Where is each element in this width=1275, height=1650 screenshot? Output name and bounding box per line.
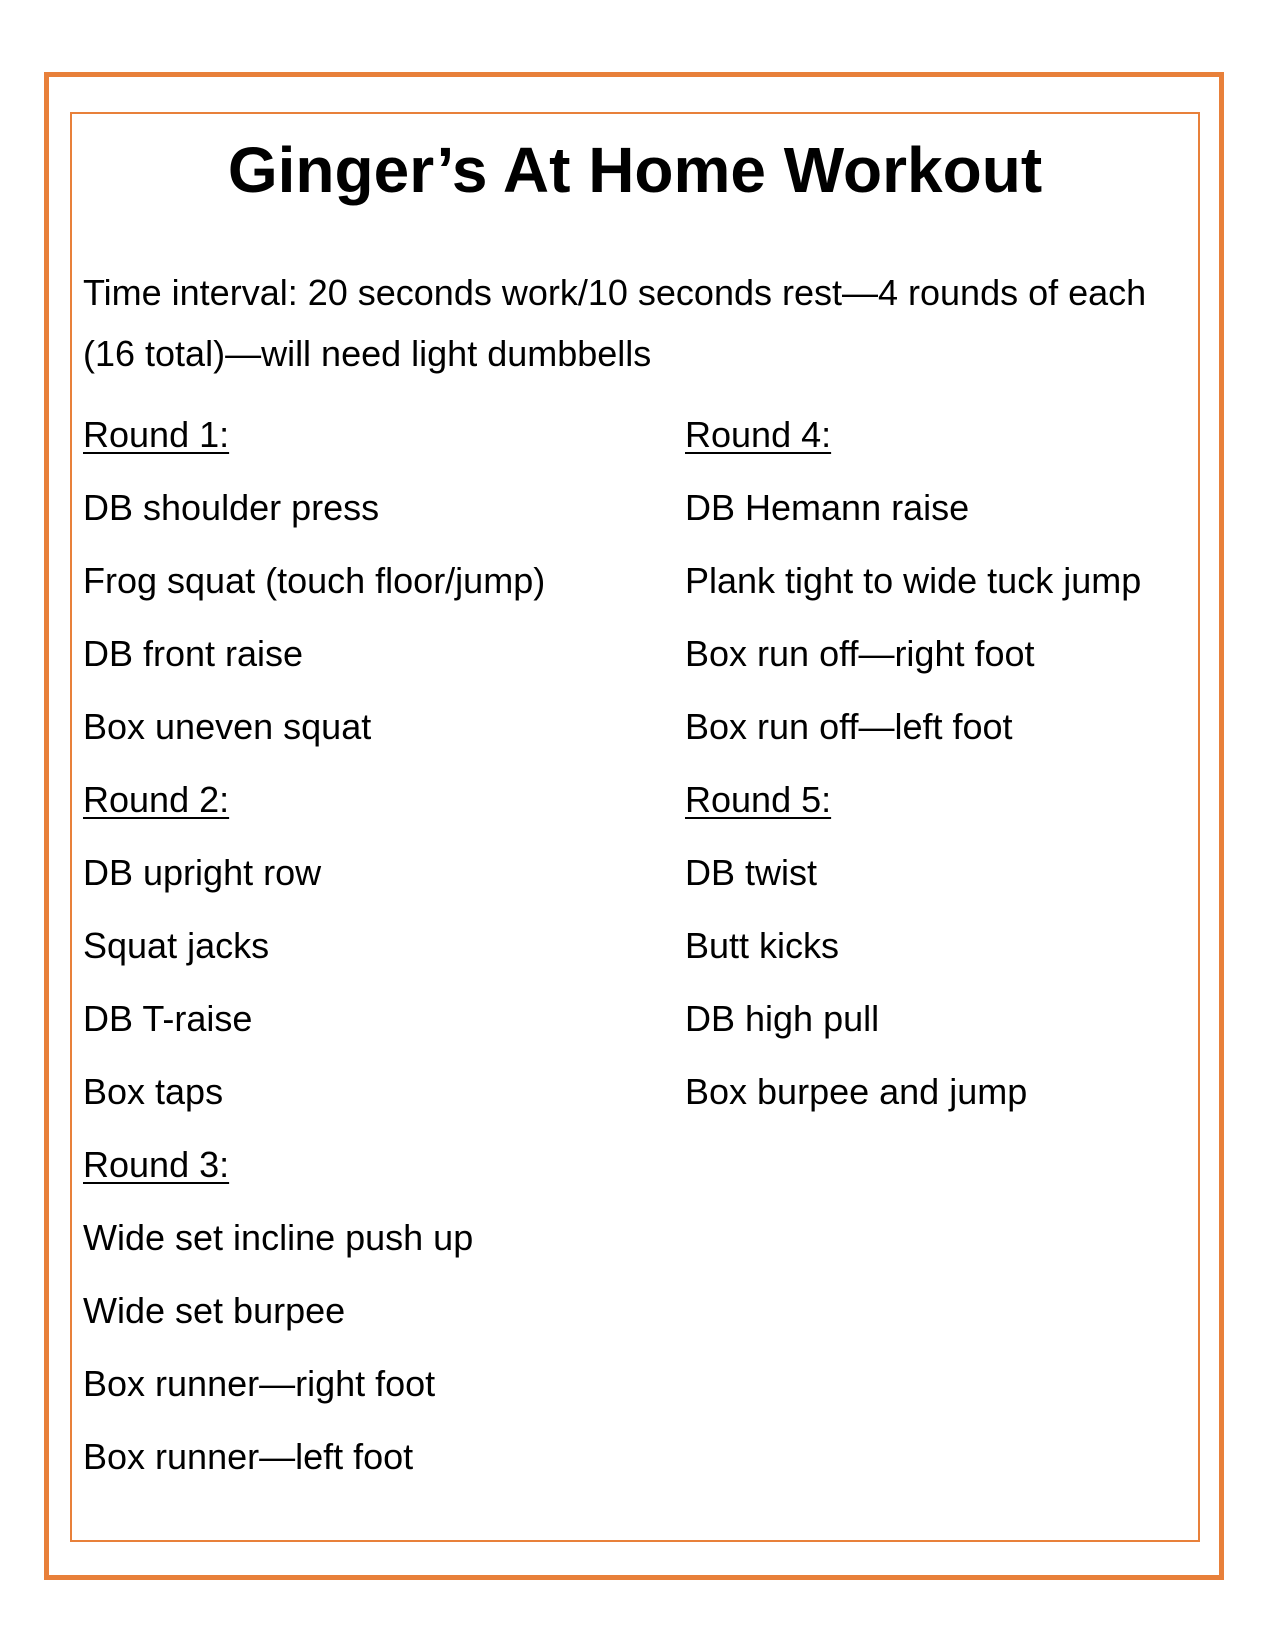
exercise-item: Frog squat (touch floor/jump): [83, 560, 546, 601]
exercise-item: Box run off—left foot: [685, 706, 1013, 747]
exercise-item: Wide set incline push up: [83, 1217, 474, 1258]
exercise-item: Squat jacks: [83, 925, 270, 966]
exercise-item: Plank tight to wide tuck jump: [685, 560, 1142, 601]
round-1: [83, 398, 545, 763]
round-3: [83, 1128, 545, 1493]
exercise-item: DB upright row: [83, 852, 322, 893]
exercise-item: Box run off—right foot: [685, 633, 1035, 674]
exercise-item: DB front raise: [83, 633, 304, 674]
exercise-item: Wide set burpee: [83, 1290, 346, 1331]
exercise-item: Box uneven squat: [83, 706, 372, 747]
right-column: [685, 398, 1141, 1128]
round-heading: Round 1:: [83, 414, 230, 455]
round-heading: Round 3:: [83, 1144, 230, 1185]
exercise-item: Box runner—left foot: [83, 1436, 414, 1477]
exercise-item: Box burpee and jump: [685, 1071, 1028, 1112]
exercise-item: Butt kicks: [685, 925, 840, 966]
round-2: [83, 763, 545, 1128]
round-4: [685, 398, 1141, 763]
exercise-list: [685, 836, 1141, 1128]
exercise-item: DB T-raise: [83, 998, 253, 1039]
round-5: [685, 763, 1141, 1128]
exercise-item: DB high pull: [685, 998, 880, 1039]
page-title: Ginger’s At Home Workout: [227, 134, 1043, 206]
exercise-list: [685, 471, 1141, 763]
round-heading: Round 4:: [685, 414, 832, 455]
exercise-item: Box taps: [83, 1071, 224, 1112]
round-heading: Round 5:: [685, 779, 832, 820]
exercise-item: Box runner—right foot: [83, 1363, 436, 1404]
left-column: [83, 398, 545, 1493]
exercise-list: [83, 1201, 545, 1493]
exercise-list: [83, 836, 545, 1128]
intro-text: Time interval: 20 seconds work/10 seconds rest—4 rounds of each (16 total)—will need light dumbbells: [83, 272, 1147, 374]
exercise-list: [83, 471, 545, 763]
exercise-item: DB Hemann raise: [685, 487, 970, 528]
round-heading: Round 2:: [83, 779, 230, 820]
exercise-item: DB twist: [685, 852, 818, 893]
exercise-item: DB shoulder press: [83, 487, 380, 528]
